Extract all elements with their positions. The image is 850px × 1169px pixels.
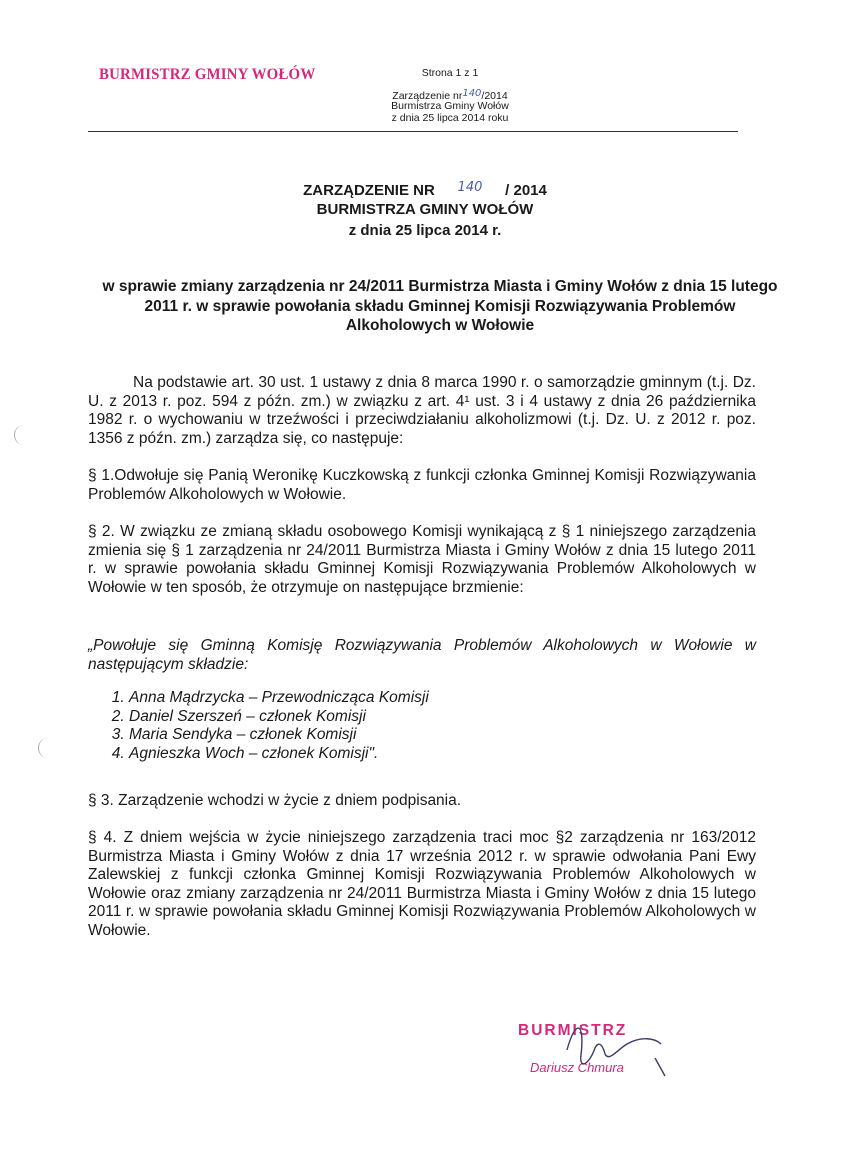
signature-stamp-name: Dariusz Chmura — [530, 1060, 624, 1075]
member-item: 1. Anna Mądrzycka – Przewodnicząca Komisji — [129, 689, 429, 708]
quoted-amendment: „Powołuje się Gminną Komisję Rozwiązywania Problemów Alkoholowych w Wołowie w następującym składzie: — [88, 637, 756, 673]
legal-basis-text: Na podstawie art. 30 ust. 1 ustawy z dnia 8 marca 1990 r. o samorządzie gminnym (t.j. Dz. U. z 2013 r. poz. 594 z późn. zm.) w związku z art. 4¹ ust. 3 i 4 ustawy z dnia 26 października 1982 r. o wychowaniu w trzeźwości i przeciwdziałaniu alkoholizmowi (t.j. Dz. U. z 2012 r. poz. 1356 z późn. zm.) zarządza się, co następuje: — [88, 374, 756, 447]
paragraph-1: § 1.Odwołuje się Panią Weronikę Kuczkowską z funkcji członka Gminnej Komisji Rozwiązywania Problemów Alkoholowych w Wołowie. — [88, 467, 756, 503]
header-divider — [88, 131, 738, 132]
signature-stamp-title: BURMISTRZ — [518, 1022, 628, 1039]
paragraph-2: § 2. W związku ze zmianą składu osobowego Komisji wynikającą z § 1 niniejszego zarządzenia zmienia się § 1 zarządzenia nr 24/2011 Burmistrza Miasta i Gminy Wołów z dnia 15 lutego 2011 r. w sprawie powołania składu Gminnej Komisji Rozwiązywania Problemów Alkoholowych w Wołowie w ten sposób, że otrzymuje on następujące brzmienie: — [88, 523, 756, 596]
title-issuer: BURMISTRZA GMINY WOŁÓW — [316, 201, 534, 218]
header-date: z dnia 25 lipca 2014 roku — [391, 112, 509, 124]
scan-artifact — [38, 738, 53, 758]
paragraph-4: § 4. Z dniem wejścia w życie niniejszego zarządzenia traci moc §2 zarządzenia nr 163/2012 Burmistrza Miasta i Gminy Wołów z dnia 17 września 2012 r. w sprawie odwołania Pani Ewy Zalewskiej z funkcji członka Gminnej Komisji Rozwiązywania Problemów Alkoholowych w Wołowie oraz zmiany zarządzenia nr 24/2011 Burmistrza Miasta i Gminy Wołów z dnia 15 lutego 2011 r. w sprawie powołania składu Gminnej Komisji Rozwiązywania Problemów Alkoholowych w Wołowie. — [88, 829, 756, 939]
paragraph-3: § 3. Zarządzenie wchodzi w życie z dniem podpisania. — [88, 792, 462, 809]
document-subject: w sprawie zmiany zarządzenia nr 24/2011 Burmistrza Miasta i Gminy Wołów z dnia 15 lutego 2011 r. w sprawie powołania składu Gminnej Komisji Rozwiązywania Problemów Alkoholowych w Wołowie — [102, 278, 778, 334]
legal-basis — [88, 374, 756, 448]
member-item: 2. Daniel Szerszeń – członek Komisji — [129, 708, 429, 727]
member-item: 3. Maria Sendyka – członek Komisji — [129, 726, 429, 745]
header-issuer: Burmistrza Gminy Wołów — [391, 100, 509, 112]
title-date: z dnia 25 lipca 2014 r. — [348, 222, 502, 239]
handwritten-signature — [555, 1010, 675, 1085]
ref-handwritten-number: 140 — [462, 88, 482, 99]
scan-artifact — [14, 425, 29, 445]
document-title — [0, 180, 850, 199]
ref-prefix: Zarządzenie nr — [392, 90, 463, 102]
title-suffix: / 2014 — [505, 182, 547, 199]
title-handwritten-number: 140 — [457, 180, 483, 195]
page-indicator: Strona 1 z 1 — [421, 67, 479, 79]
ref-suffix: /2014 — [481, 90, 508, 102]
member-item: 4. Agnieszka Woch – członek Komisji". — [129, 745, 429, 764]
title-prefix: ZARZĄDZENIE NR — [303, 182, 435, 199]
commission-members-list — [108, 689, 429, 763]
issuer-stamp: BURMISTRZ GMINY WOŁÓW — [99, 66, 316, 83]
